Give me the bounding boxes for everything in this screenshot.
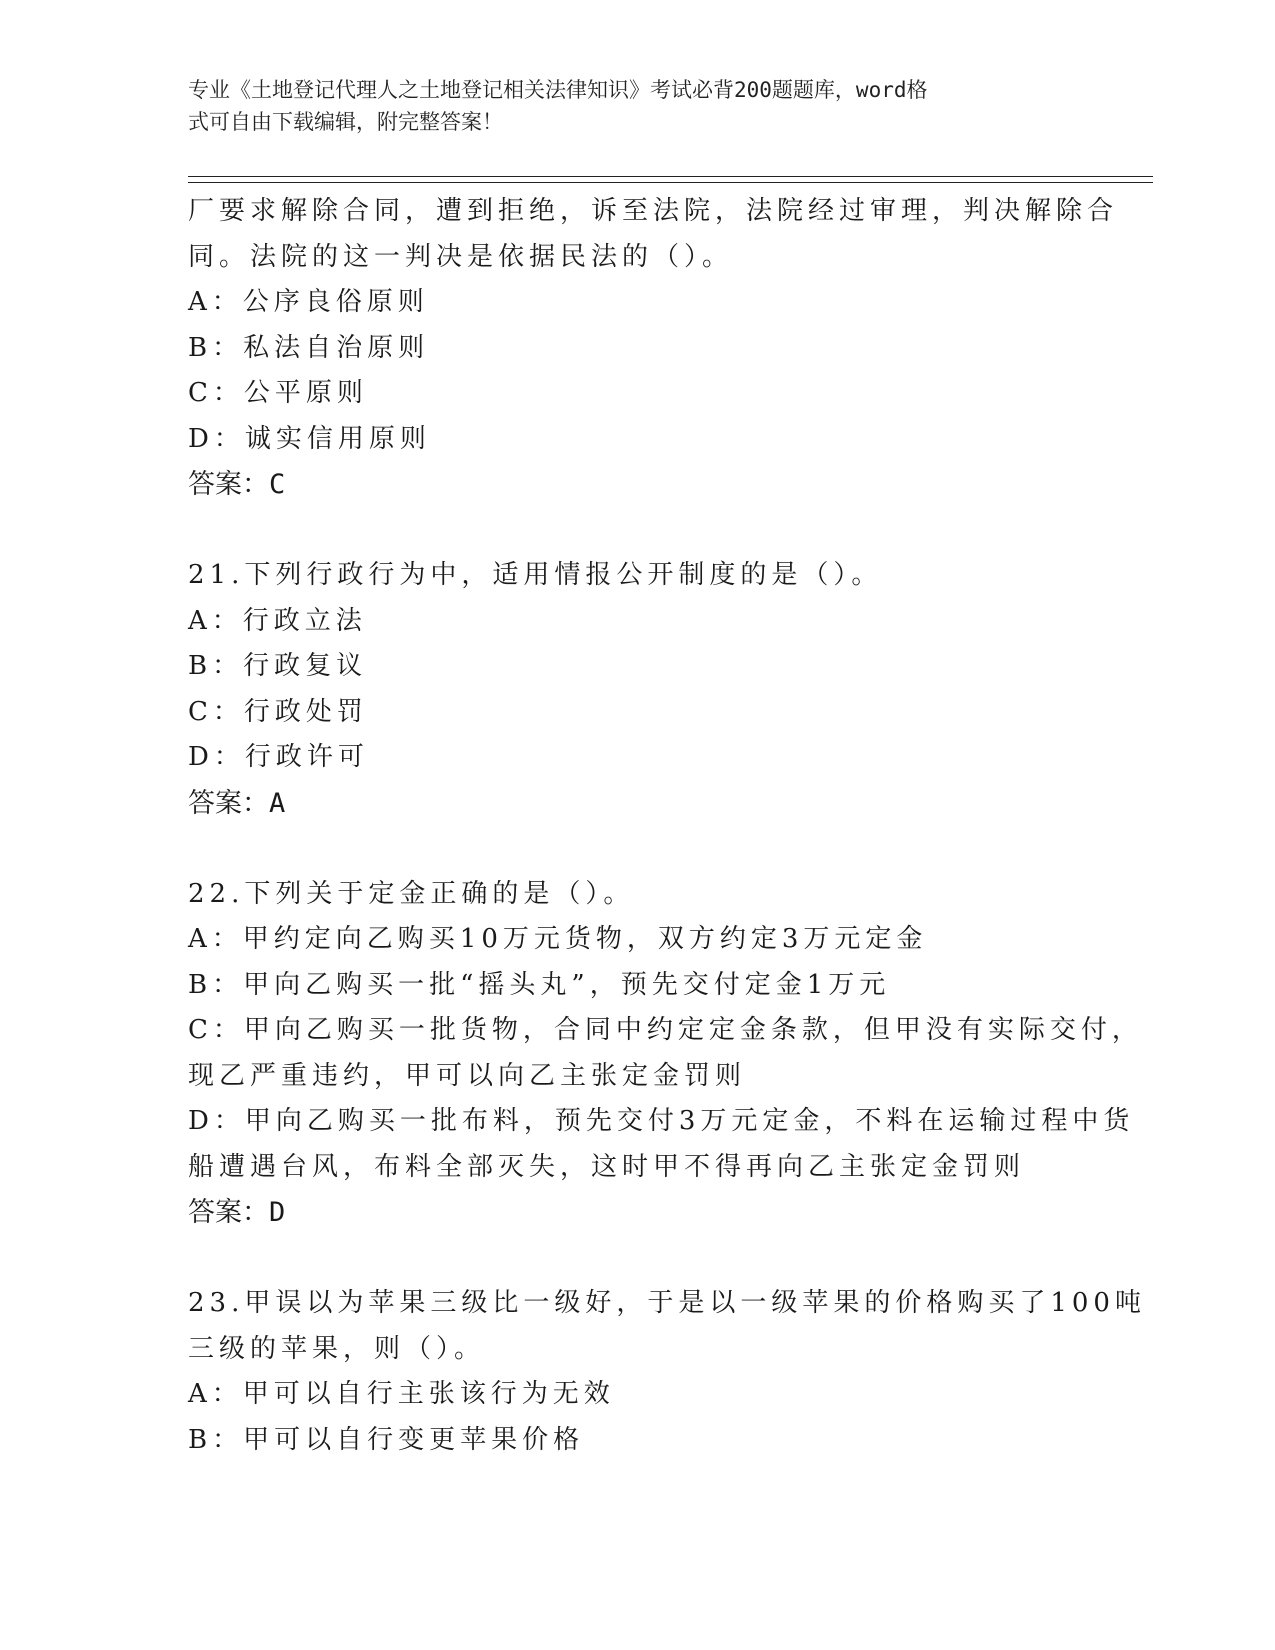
document-header xyxy=(188,74,1068,138)
question-spacer xyxy=(188,826,1088,872)
question-stem-line: 厂要求解除合同，遭到拒绝，诉至法院，法院经过审理，判决解除合 xyxy=(188,196,1119,226)
question-spacer xyxy=(188,1236,1088,1282)
option-d: D：甲向乙购买一批布料，预先交付3万元定金，不料在运输过程中货 xyxy=(188,1106,1135,1136)
question-20 xyxy=(188,189,1119,508)
question-content xyxy=(188,189,1146,1463)
option-a: A：行政立法 xyxy=(188,605,367,636)
option-c: C：公平原则 xyxy=(188,378,368,408)
option-b: B：行政复议 xyxy=(188,651,368,681)
header-divider-bottom xyxy=(188,182,1153,183)
question-stem-line: 同。法院的这一判决是依据民法的（）。 xyxy=(188,241,734,272)
option-d-continued: 船遭遇台风，布料全部灭失，这时甲不得再向乙主张定金罚则 xyxy=(188,1151,1026,1182)
option-b: B：甲向乙购买一批“摇头丸”，预先交付定金1万元 xyxy=(188,969,891,1000)
option-d: D：诚实信用原则 xyxy=(188,423,431,454)
option-c-continued: 现乙严重违约，甲可以向乙主张定金罚则 xyxy=(188,1060,747,1091)
question-stem-line: 三级的苹果，则（）。 xyxy=(188,1333,486,1364)
option-a: A：甲可以自行主张该行为无效 xyxy=(188,1379,615,1409)
question-21 xyxy=(188,553,1088,826)
answer: 答案：D xyxy=(188,1197,286,1228)
option-c: C：行政处罚 xyxy=(188,696,368,727)
question-23 xyxy=(188,1281,1146,1463)
answer: 答案：A xyxy=(188,787,286,819)
answer: 答案：C xyxy=(188,469,286,500)
option-a: A：甲约定向乙购买10万元货物，双方约定3万元定金 xyxy=(188,924,928,954)
question-stem: 21.下列行政行为中，适用情报公开制度的是（）。 xyxy=(188,560,883,590)
header-divider-top xyxy=(188,176,1153,177)
option-b: B：甲可以自行变更苹果价格 xyxy=(188,1424,585,1455)
option-a: A：公序良俗原则 xyxy=(188,287,429,317)
option-b: B：私法自治原则 xyxy=(188,332,430,363)
question-spacer xyxy=(188,508,1088,554)
question-stem-line: 23.甲误以为苹果三级比一级好，于是以一级苹果的价格购买了100吨 xyxy=(188,1288,1146,1318)
option-d: D：行政许可 xyxy=(188,742,369,772)
question-stem: 22.下列关于定金正确的是（）。 xyxy=(188,878,635,909)
option-c: C：甲向乙购买一批货物，合同中约定定金条款，但甲没有实际交付， xyxy=(188,1015,1143,1045)
header-line-2: 式可自由下载编辑，附完整答案！ xyxy=(188,110,503,134)
question-22 xyxy=(188,872,1143,1236)
header-line-1: 专业《土地登记代理人之土地登记相关法律知识》考试必背200题题库，word格 xyxy=(188,78,928,102)
